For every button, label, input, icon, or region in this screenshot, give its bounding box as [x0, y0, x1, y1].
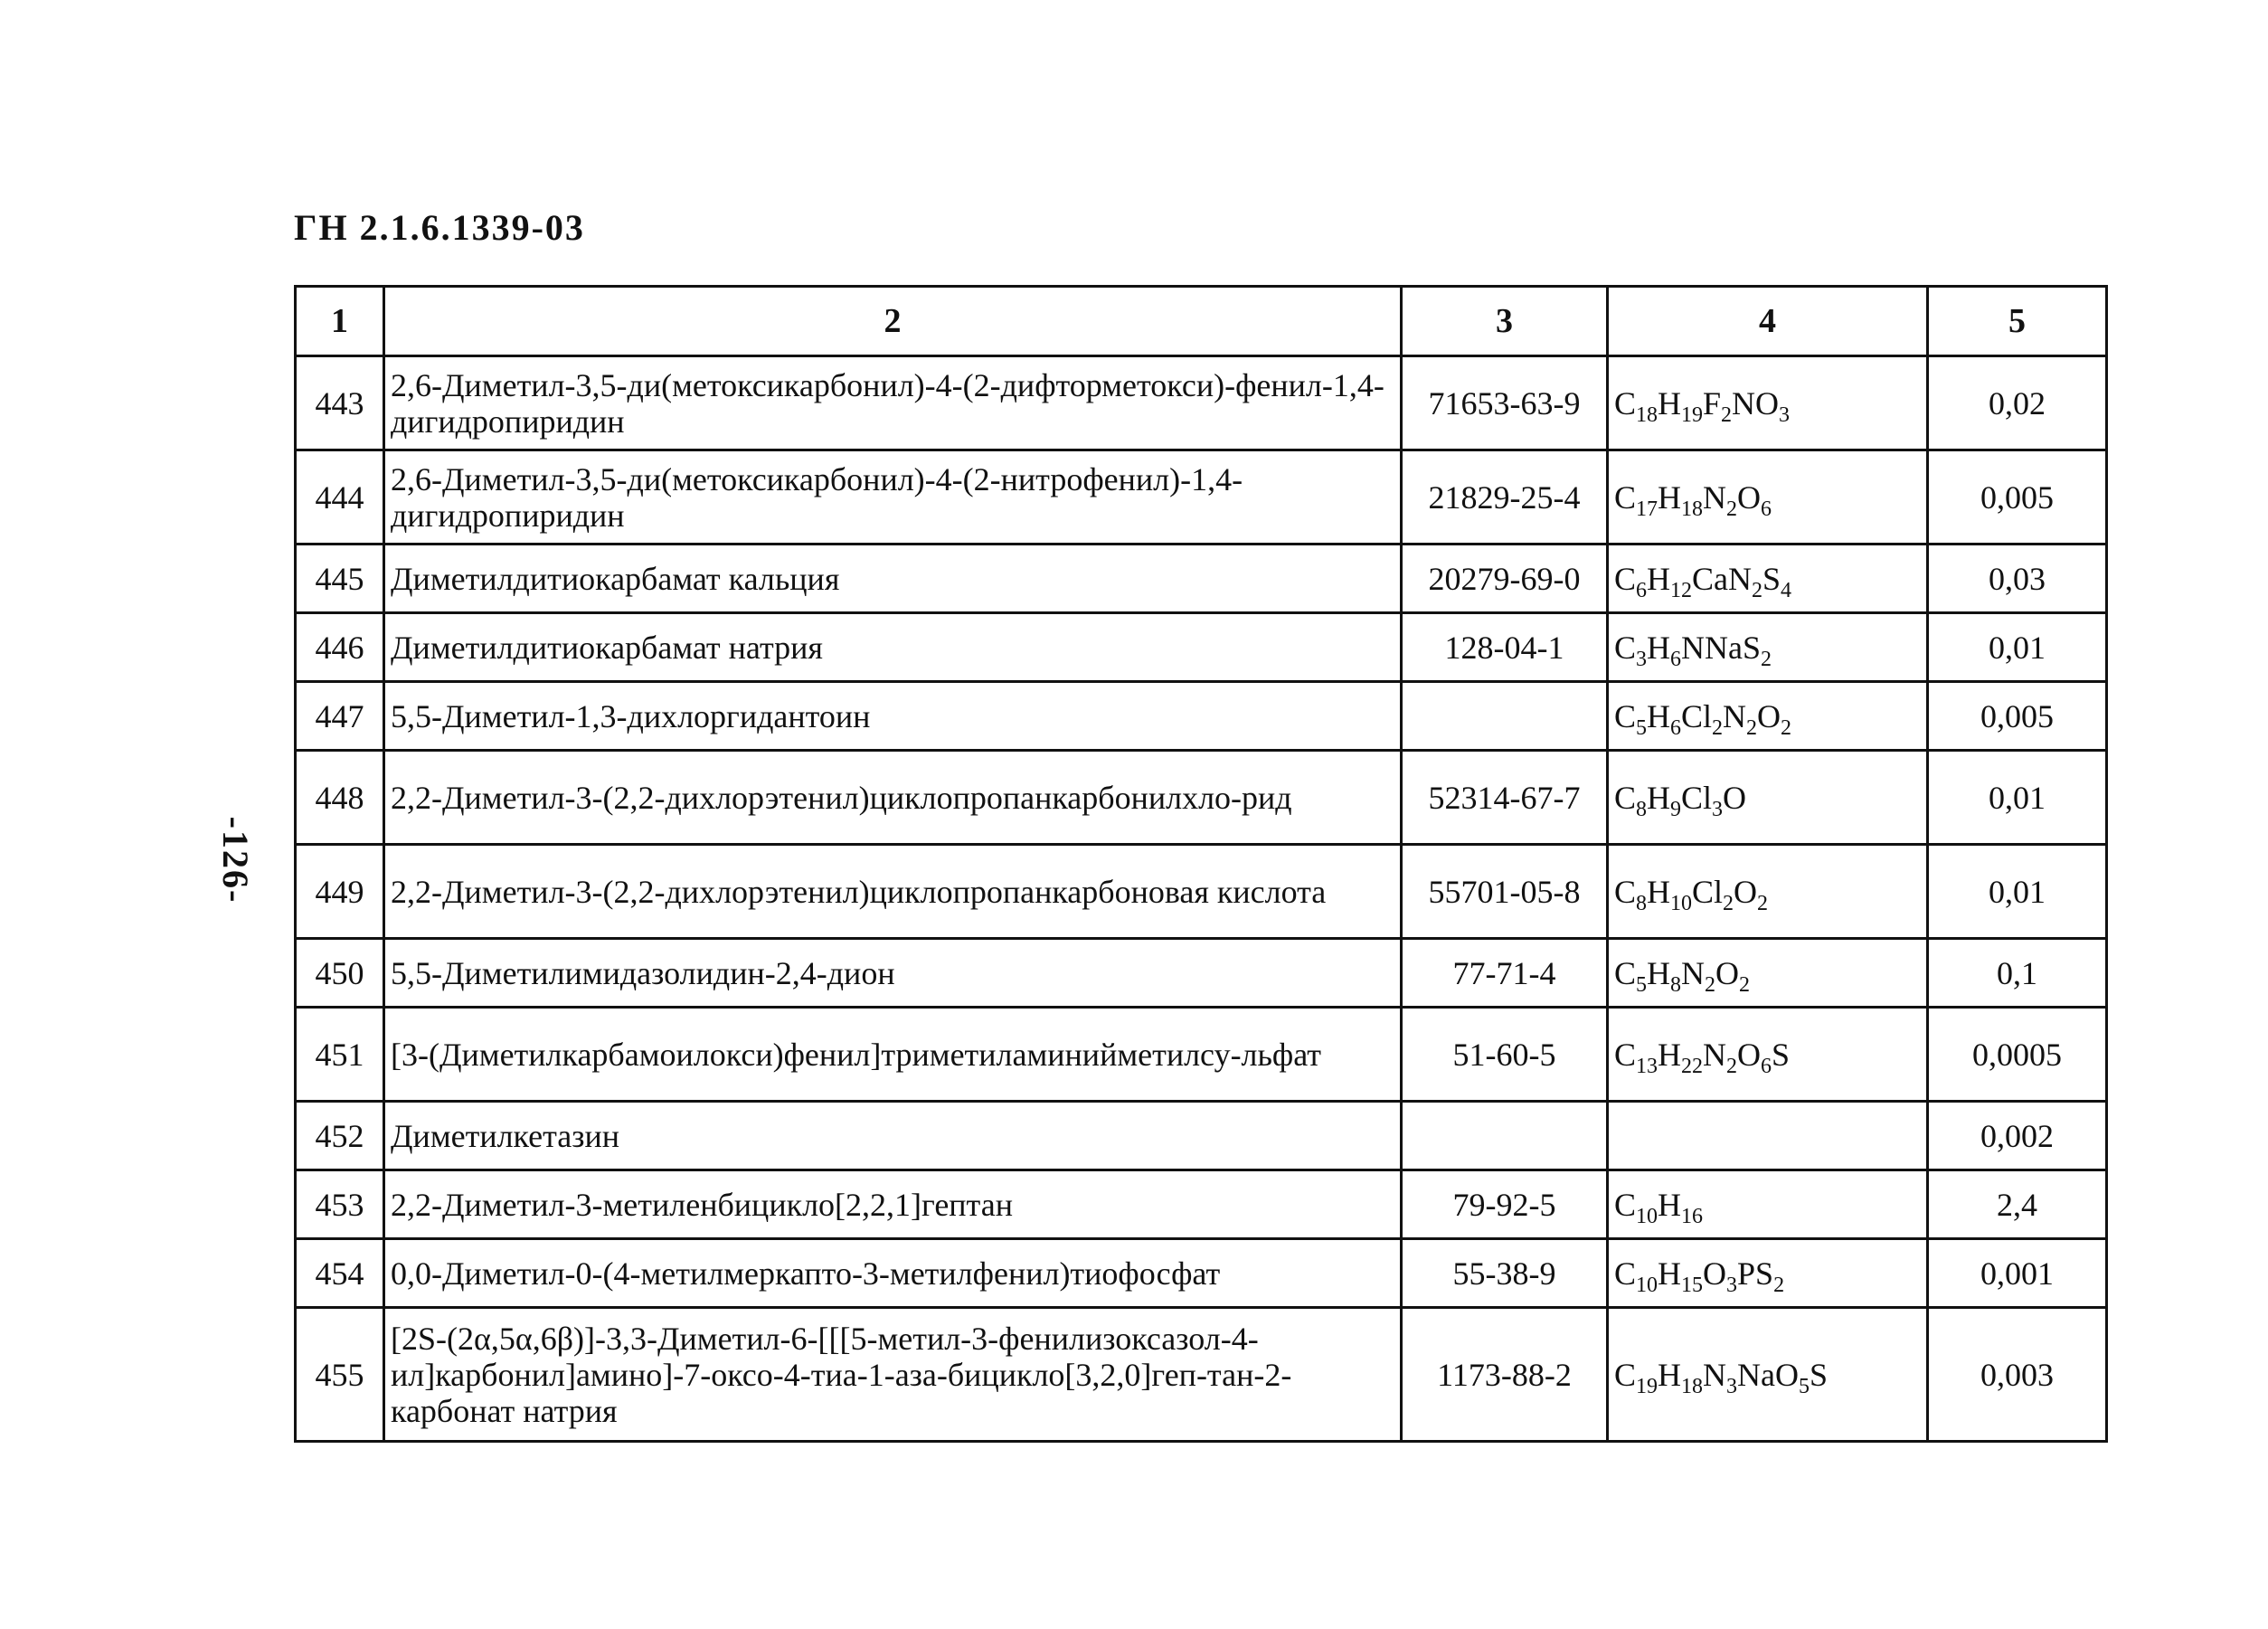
substance-name: [3-(Диметилкарбамоилокси)фенил]триметиламинийметилсу-льфат	[384, 1008, 1402, 1102]
substance-name: 2,6-Диметил-3,5-ди(метоксикарбонил)-4-(2-дифторметокси)-фенил-1,4-дигидропиридин	[384, 356, 1402, 450]
row-number: 452	[296, 1102, 384, 1170]
substance-name: 2,6-Диметил-3,5-ди(метоксикарбонил)-4-(2-нитрофенил)-1,4-дигидропиридин	[384, 450, 1402, 545]
column-header-4: 4	[1608, 287, 1928, 356]
substance-name: Диметилдитиокарбамат натрия	[384, 613, 1402, 682]
row-number: 447	[296, 682, 384, 751]
chemical-formula: $C_8H_{10}Cl_2O_2$	[1608, 845, 1928, 939]
limit-value: 0,1	[1928, 939, 2107, 1008]
row-number: 450	[296, 939, 384, 1008]
table-row	[296, 1102, 2107, 1170]
table-row	[296, 356, 2107, 450]
row-number: 449	[296, 845, 384, 939]
cas-number: 79-92-5	[1402, 1170, 1608, 1239]
column-header-5: 5	[1928, 287, 2107, 356]
row-number: 455	[296, 1308, 384, 1442]
chemical-formula: $C_3H_6NNaS_2$	[1608, 613, 1928, 682]
table-row	[296, 613, 2107, 682]
column-header-2: 2	[384, 287, 1402, 356]
document-code: ГН 2.1.6.1339-03	[294, 207, 585, 248]
cas-number: 52314-67-7	[1402, 751, 1608, 845]
chemical-formula: $C_{10}H_{15}O_3PS_2$	[1608, 1239, 1928, 1308]
substance-name: Диметилдитиокарбамат кальция	[384, 545, 1402, 613]
table-row	[296, 1170, 2107, 1239]
cas-number: 55-38-9	[1402, 1239, 1608, 1308]
chemical-formula: $C_5H_8N_2O_2$	[1608, 939, 1928, 1008]
table-row	[296, 545, 2107, 613]
chemical-formula: $C_{19}H_{18}N_3NaO_5S$	[1608, 1308, 1928, 1442]
limit-value: 0,01	[1928, 751, 2107, 845]
substance-name: 5,5-Диметил-1,3-дихлоргидантоин	[384, 682, 1402, 751]
chemical-formula: $C_8H_9Cl_3O$	[1608, 751, 1928, 845]
table-row	[296, 1008, 2107, 1102]
limit-value: 0,01	[1928, 845, 2107, 939]
table-row	[296, 751, 2107, 845]
table-row	[296, 1239, 2107, 1308]
limit-value: 0,03	[1928, 545, 2107, 613]
chemical-formula: $C_5H_6Cl_2N_2O_2$	[1608, 682, 1928, 751]
chemical-formula: $C_{10}H_{16}$	[1608, 1170, 1928, 1239]
table-row	[296, 845, 2107, 939]
cas-number: 55701-05-8	[1402, 845, 1608, 939]
cas-number: 21829-25-4	[1402, 450, 1608, 545]
chemical-formula: $C_{18}H_{19}F_2NO_3$	[1608, 356, 1928, 450]
cas-number: 77-71-4	[1402, 939, 1608, 1008]
substance-name: [2S-(2α,5α,6β)]-3,3-Диметил-6-[[[5-метил-3-фенилизоксазол-4-ил]карбонил]амино]-7-оксо-4-тиа-1-аза-бицикло[3,2,0]геп-тан-2-карбонат натрия	[384, 1308, 1402, 1442]
substance-name: 0,0-Диметил-0-(4-метилмеркапто-3-метилфенил)тиофосфат	[384, 1239, 1402, 1308]
row-number: 443	[296, 356, 384, 450]
substance-name: 5,5-Диметилимидазолидин-2,4-дион	[384, 939, 1402, 1008]
cas-number	[1402, 682, 1608, 751]
row-number: 451	[296, 1008, 384, 1102]
table-row	[296, 1308, 2107, 1442]
limit-value: 0,02	[1928, 356, 2107, 450]
column-header-1: 1	[296, 287, 384, 356]
substance-name: 2,2-Диметил-3-(2,2-дихлорэтенил)циклопропанкарбоновая кислота	[384, 845, 1402, 939]
row-number: 446	[296, 613, 384, 682]
substance-name: Диметилкетазин	[384, 1102, 1402, 1170]
chemical-formula: $C_6H_{12}CaN_2S_4$	[1608, 545, 1928, 613]
substance-name: 2,2-Диметил-3-(2,2-дихлорэтенил)циклопропанкарбонилхло-рид	[384, 751, 1402, 845]
column-header-3: 3	[1402, 287, 1608, 356]
cas-number: 128-04-1	[1402, 613, 1608, 682]
table-header-row	[296, 287, 2107, 356]
limit-value: 0,005	[1928, 450, 2107, 545]
table-row	[296, 450, 2107, 545]
cas-number: 20279-69-0	[1402, 545, 1608, 613]
cas-number	[1402, 1102, 1608, 1170]
limit-value: 0,002	[1928, 1102, 2107, 1170]
table-row	[296, 939, 2107, 1008]
row-number: 445	[296, 545, 384, 613]
cas-number: 51-60-5	[1402, 1008, 1608, 1102]
limit-value: 0,001	[1928, 1239, 2107, 1308]
row-number: 448	[296, 751, 384, 845]
limit-value: 2,4	[1928, 1170, 2107, 1239]
chemical-formula	[1608, 1102, 1928, 1170]
substances-table	[294, 285, 2108, 1443]
limit-value: 0,0005	[1928, 1008, 2107, 1102]
chemical-formula: $C_{17}H_{18}N_2O_6$	[1608, 450, 1928, 545]
cas-number: 1173-88-2	[1402, 1308, 1608, 1442]
limit-value: 0,01	[1928, 613, 2107, 682]
page-number: -126-	[215, 816, 256, 904]
row-number: 454	[296, 1239, 384, 1308]
limit-value: 0,003	[1928, 1308, 2107, 1442]
substance-name: 2,2-Диметил-3-метиленбицикло[2,2,1]гептан	[384, 1170, 1402, 1239]
row-number: 453	[296, 1170, 384, 1239]
table-row	[296, 682, 2107, 751]
chemical-formula: $C_{13}H_{22}N_2O_6S$	[1608, 1008, 1928, 1102]
cas-number: 71653-63-9	[1402, 356, 1608, 450]
row-number: 444	[296, 450, 384, 545]
limit-value: 0,005	[1928, 682, 2107, 751]
